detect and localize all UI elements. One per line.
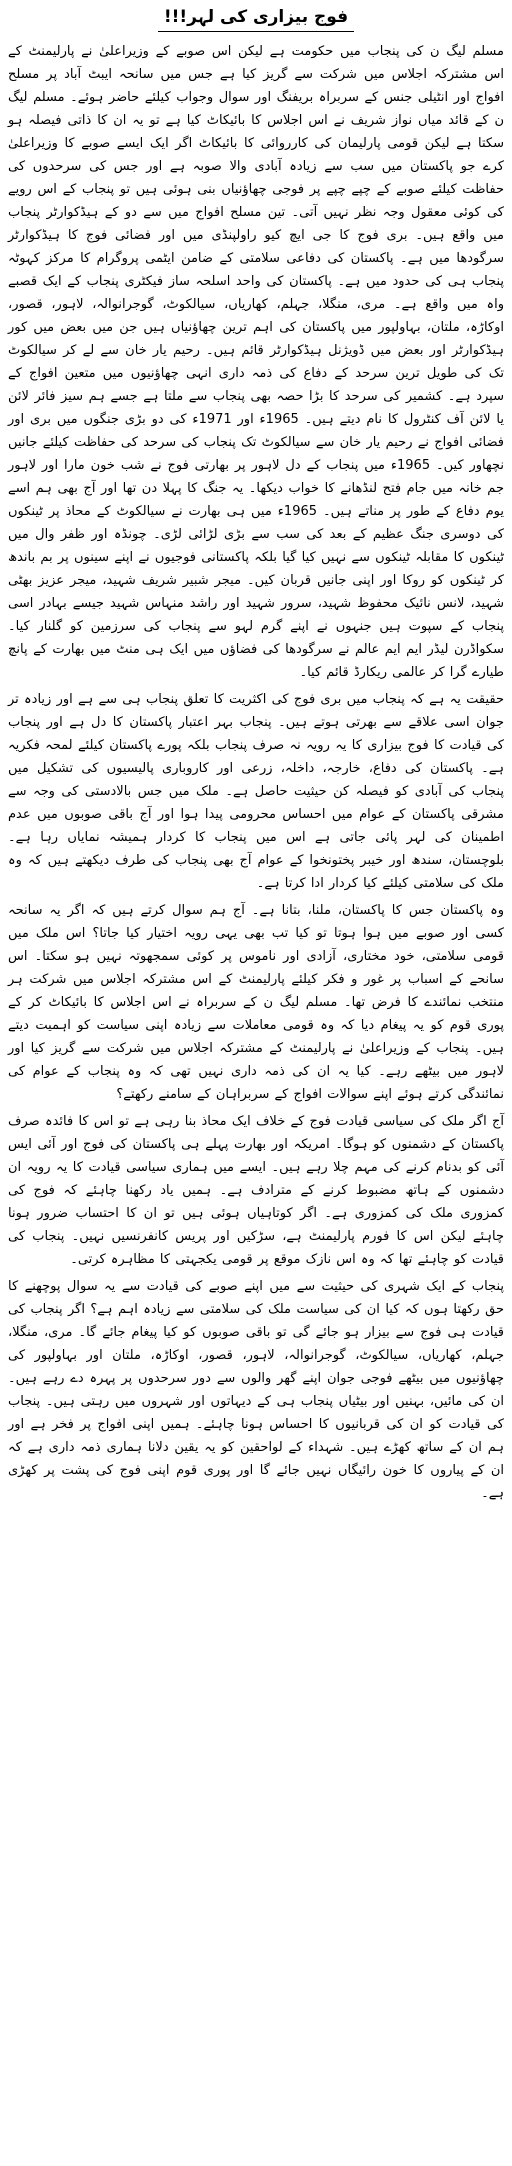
article-body	[8, 40, 504, 1505]
article-headline: فوج بیزاری کی لہر!!!	[163, 7, 349, 27]
article-paragraph: وہ پاکستان جس کا پاکستان، ملنا، بتانا ہے۔ آج ہم سوال کرتے ہیں کہ اگر یہ سانحہ کسی اور صوبے میں ہوا ہوتا تو کیا تب بھی یہی رویہ اختیار کیا جاتا؟ اس ملک میں قومی سلامتی، خود مختاری، آزادی اور ناموس پر کوئی سمجھوتہ نہیں ہو سکتا۔ اس سانحے کے اسباب پر غور و فکر کیلئے پارلیمنٹ کے اس مشترکہ اجلاس میں شرکت ہر منتخب نمائندے کا فرض تھا۔ مسلم لیگ ن کے سربراہ نے اس اجلاس کا بائیکاٹ کر کے پوری قوم کو یہ پیغام دیا کہ وہ قومی معاملات سے زیادہ اپنی سیاست کو اہمیت دیتے ہیں۔ پنجاب کے وزیراعلیٰ نے پارلیمنٹ کے مشترکہ اجلاس میں شرکت سے گریز کیا اور لاہور میں بیٹھے رہے۔ کیا یہ ان کی ذمہ داری نہیں تھی کہ وہ پنجاب کے عوام کی نمائندگی کرتے ہوئے اپنے سوالات افواج کے سربراہان کے سامنے رکھتے؟	[8, 903, 504, 1102]
headline-underline	[158, 31, 354, 32]
headline-container	[8, 2, 504, 40]
article-paragraph: پنجاب کے ایک شہری کی حیثیت سے میں اپنے صوبے کی قیادت سے یہ سوال پوچھنے کا حق رکھتا ہوں کہ کیا ان کی سیاست ملک کی سلامتی سے زیادہ اہم ہے؟ اگر پنجاب کی قیادت ہی فوج سے بیزار ہو جائے گی تو باقی صوبوں کو کیا پیغام جائے گا۔ مری، منگلا، جہلم، کھاریاں، سیالکوٹ، گوجرانوالہ، لاہور، قصور، اوکاڑہ، ملتان اور بہاولپور کی چھاؤنیوں میں بیٹھے فوجی جوان اپنے گھر والوں سے دور سرحدوں پر پہرہ دے رہے ہیں۔ ان کی مائیں، بہنیں اور بیٹیاں پنجاب ہی کے دیہاتوں اور شہروں میں رہتی ہیں۔ پنجاب کی قیادت کو ان کی قربانیوں کا احساس ہونا چاہئے۔ ہمیں اپنی افواج پر فخر ہے اور ہم ان کے ساتھ کھڑے ہیں۔ شہداء کے لواحقین کو یہ یقین دلانا ہماری ذمہ داری ہے کہ ان کے پیاروں کا خون رائیگاں نہیں جائے گا اور پوری قوم اپنی فوج کی پشت پر کھڑی ہے۔	[8, 1279, 504, 1501]
article-paragraph: مسلم لیگ ن کی پنجاب میں حکومت ہے لیکن اس صوبے کے وزیراعلیٰ نے پارلیمنٹ کے اس مشترکہ اجلاس میں شرکت سے گریز کیا ہے جس میں سانحہ ایبٹ آباد پر مسلح افواج اور انٹیلی جنس کے سربراہ بریفنگ اور سوال وجواب کیلئے حاضر ہوئے۔ مسلم لیگ ن کے قائد میاں نواز شریف نے اس اجلاس کا بائیکاٹ کیا ہے تو یہ ان کا ذاتی فیصلہ ہو سکتا ہے لیکن قومی پارلیمان کی کارروائی کا بائیکاٹ اگر ایک ایسے صوبے کا وزیراعلیٰ کرے جو پاکستان میں سب سے زیادہ آبادی والا صوبہ ہے اور جس کی سرحدوں کی حفاظت کیلئے صوبے کے چپے چپے پر فوجی چھاؤنیاں بنی ہوئی ہیں تو پنجاب کے اس رویے کی کوئی معقول وجہ نظر نہیں آتی۔ تین مسلح افواج میں سے دو کے ہیڈکوارٹر پنجاب میں واقع ہیں۔ بری فوج کا جی ایچ کیو راولپنڈی میں اور فضائی فوج کا ہیڈکوارٹر سرگودھا میں ہے۔ پاکستان کی دفاعی سلامتی کے ضامن ایٹمی پروگرام کا مرکز کہوٹہ پنجاب ہی کی حدود میں ہے۔ پاکستان کی واحد اسلحہ ساز فیکٹری پنجاب کے ایک قصبے واہ میں واقع ہے۔ مری، منگلا، جہلم، کھاریاں، سیالکوٹ، گوجرانوالہ، لاہور، قصور، اوکاڑہ، ملتان، بہاولپور میں پاکستان کی اہم ترین چھاؤنیاں ہیں جن میں بعض میں کور ہیڈکوارٹر اور بعض میں ڈویژنل ہیڈکوارٹر قائم ہیں۔ رحیم یار خان سے لے کر سیالکوٹ تک کی طویل ترین سرحد کے دفاع کی ذمہ داری انہی چھاؤنیوں میں متعین افواج کے سپرد ہے۔ کشمیر کی سرحد کا بڑا حصہ بھی پنجاب سے ملتا ہے جسے ہم سیز فائر لائن یا لائن آف کنٹرول کا نام دیتے ہیں۔ 1965ء اور 1971ء کی دو بڑی جنگوں میں بری اور فضائی افواج نے رحیم یار خان سے سیالکوٹ تک پنجاب کی سرحد کی حفاظت کیلئے جانیں نچھاور کیں۔ 1965ء میں پنجاب کے دل لاہور پر بھارتی فوج نے شب خون مارا اور لاہور جم خانہ میں جام فتح لنڈھانے کا خواب دیکھا۔ یہ جنگ کا پہلا دن تھا اور آج بھی ہم اسے یوم دفاع کے طور پر مناتے ہیں۔ 1965ء میں ہی بھارت نے سیالکوٹ کے محاذ پر ٹینکوں کی دوسری جنگ عظیم کے بعد کی سب سے بڑی لڑائی لڑی۔ چونڈہ اور ظفر وال میں ٹینکوں کا مقابلہ ٹینکوں سے نہیں کیا گیا بلکہ پاکستانی فوجیوں نے اپنے سینوں پر بم باندھ کر ٹینکوں کو روکا اور اپنی جانیں قربان کیں۔ میجر شبیر شریف شہید، میجر عزیز بھٹی شہید، لانس نائیک محفوظ شہید، سرور شہید اور راشد منہاس شہید جیسے بہادر اسی پنجاب کے سپوت ہیں جنہوں نے اپنے گرم لہو سے پنجاب کی سرزمین کو گلنار کیا۔ سکواڈرن لیڈر ایم ایم عالم نے سرگودھا کی فضاؤں میں ایک ہی منٹ میں بھارت کے پانچ طیارے گرا کر عالمی ریکارڈ قائم کیا۔	[8, 44, 505, 680]
article-paragraph: آج اگر ملک کی سیاسی قیادت فوج کے خلاف ایک محاذ بنا رہی ہے تو اس کا فائدہ صرف پاکستان کے دشمنوں کو ہوگا۔ امریکہ اور بھارت پہلے ہی پاکستان کی فوج اور آئی ایس آئی کو بدنام کرنے کی مہم چلا رہے ہیں۔ ایسے میں ہماری سیاسی قیادت کا یہ رویہ ان دشمنوں کے ہاتھ مضبوط کرنے کے مترادف ہے۔ ہمیں یاد رکھنا چاہئے کہ فوج کی کمزوری ملک کی کمزوری ہے۔ اگر کوتاہیاں ہوئی ہیں تو ان کا احتساب ضرور ہونا چاہئے لیکن اس کا فورم پارلیمنٹ ہے، سڑکیں اور پریس کانفرنسیں نہیں۔ پنجاب کی قیادت کو چاہئے تھا کہ وہ اس نازک موقع پر قومی یکجہتی کا مظاہرہ کرتی۔	[8, 1114, 504, 1267]
article-paragraph: حقیقت یہ ہے کہ پنجاب میں بری فوج کی اکثریت کا تعلق پنجاب ہی سے ہے اور زیادہ تر جوان اسی علاقے سے بھرتی ہوتے ہیں۔ پنجاب بہر اعتبار پاکستان کا دل ہے اور پنجاب کی قیادت کا فوج بیزاری کا یہ رویہ نہ صرف پنجاب بلکہ پورے پاکستان کیلئے لمحہ فکریہ ہے۔ پاکستان کی دفاع، خارجہ، داخلہ، زرعی اور کاروباری پالیسیوں کی تشکیل میں پنجاب کی آبادی کو فیصلہ کن حیثیت حاصل ہے۔ ملک میں جس بالادستی کی وجہ سے مشرقی پاکستان کے عوام میں احساس محرومی پیدا ہوا اور آج باقی صوبوں میں عدم اطمینان کی لہر پائی جاتی ہے اس میں پنجاب کا کردار ہمیشہ نمایاں رہا ہے۔ بلوچستان، سندھ اور خیبر پختونخوا کے عوام آج بھی پنجاب کی طرف دیکھتے ہیں کہ وہ ملک کی سلامتی کیلئے کیا کردار ادا کرتا ہے۔	[8, 692, 504, 891]
